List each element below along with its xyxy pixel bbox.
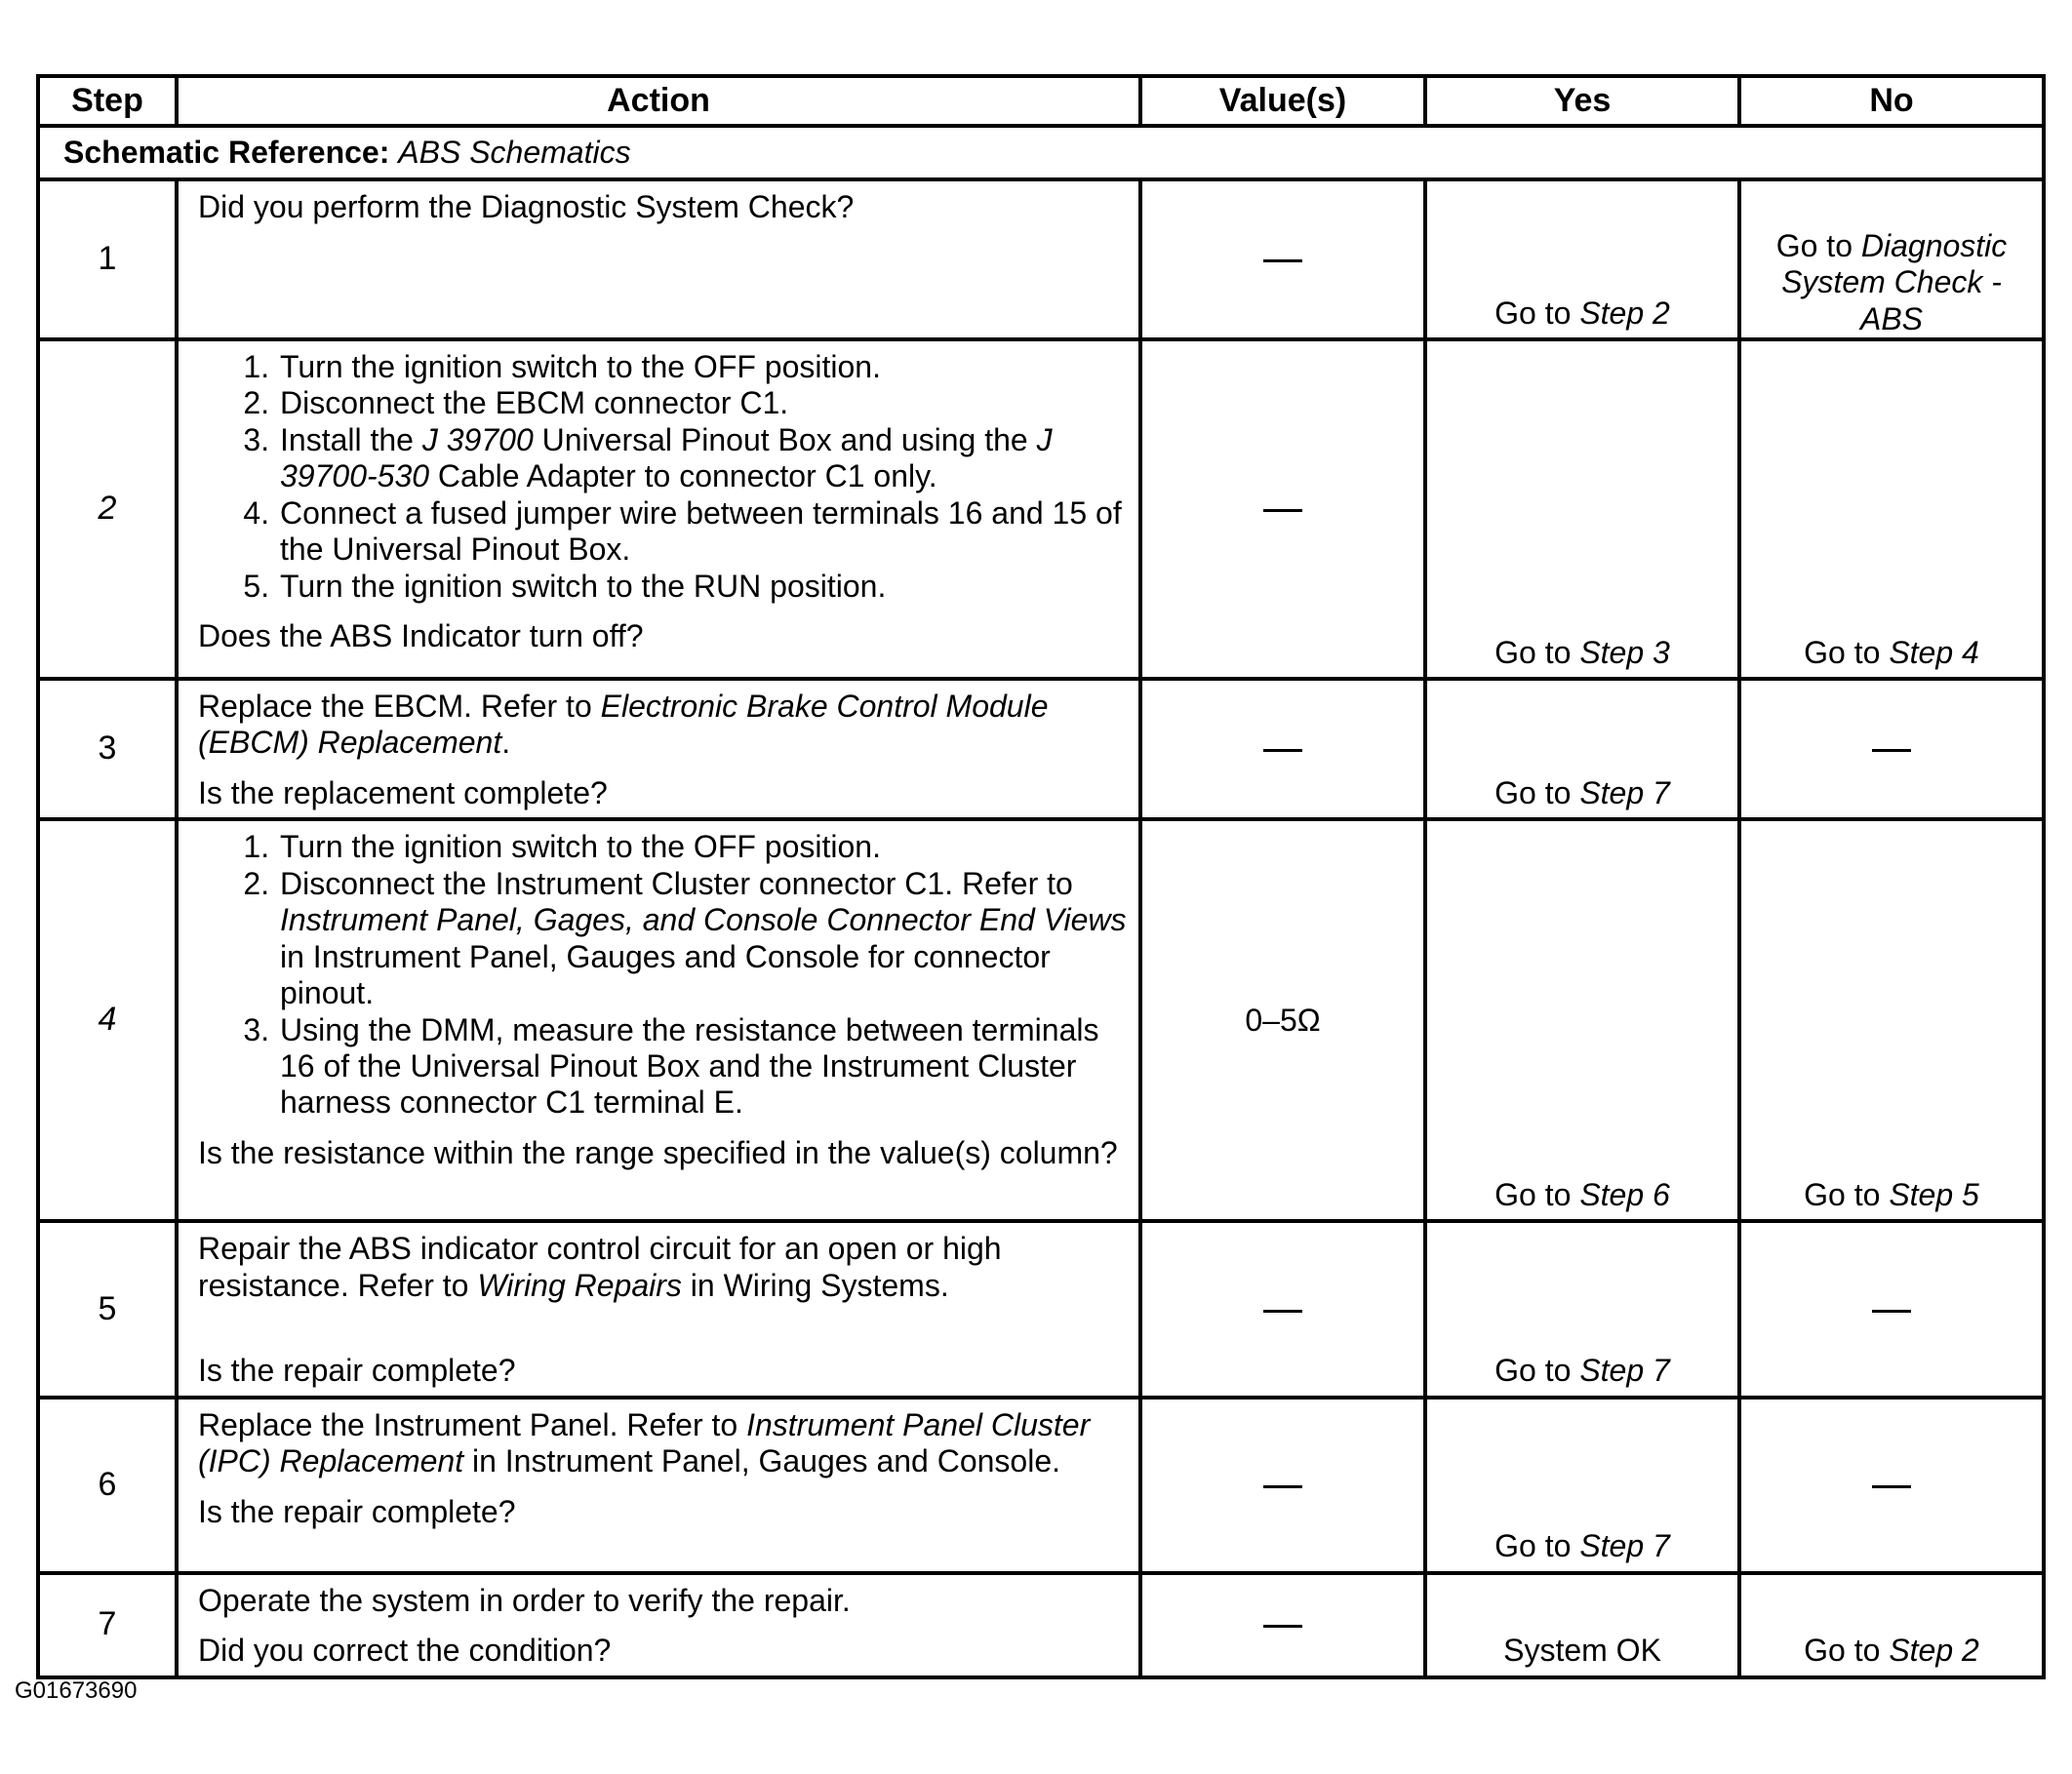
action-question: Is the resistance within the range specified in the value(s) column?	[198, 1134, 1118, 1170]
value-cell: 0–5Ω	[1140, 819, 1425, 1221]
yes-cell: System OK	[1425, 1573, 1739, 1677]
dash-mark	[1872, 749, 1911, 752]
yes-cell	[1425, 679, 1739, 819]
action-question: Is the repair complete?	[198, 1353, 516, 1389]
header-action: Action	[177, 76, 1140, 126]
goto-prefix: Go to	[1775, 227, 1861, 263]
list-item: 2. Disconnect the Instrument Cluster connector C1. Refer to Instrument Panel, Gages, and Console Connector End Views in Instrument Panel, Gauges and Console for connector pinout.	[278, 866, 1127, 1012]
value-cell	[1140, 339, 1425, 679]
dash-mark	[1872, 1310, 1911, 1313]
no-cell	[1739, 179, 2044, 339]
yes-cell	[1425, 1221, 1739, 1397]
dash-mark	[1263, 509, 1302, 512]
dash-mark	[1263, 259, 1302, 262]
goto-prefix: Go to	[1804, 634, 1890, 670]
step-number: 4	[38, 819, 177, 1221]
goto-link[interactable]: Step 2	[1579, 295, 1670, 331]
list-item: 5. Turn the ignition switch to the RUN position.	[278, 569, 1127, 605]
header-yes: Yes	[1425, 76, 1739, 126]
action-cell	[177, 1398, 1140, 1573]
list-item: 1. Turn the ignition switch to the OFF position.	[278, 349, 1127, 385]
goto-link[interactable]: Step 6	[1579, 1176, 1670, 1212]
procedure-link[interactable]: Instrument Panel Cluster (IPC) Replacement	[198, 1406, 1091, 1479]
schematic-reference	[38, 126, 2044, 179]
action-cell	[177, 1221, 1140, 1397]
action-cell	[177, 179, 1140, 339]
action-question: Did you correct the condition?	[198, 1633, 612, 1669]
tool-link[interactable]: J 39700	[421, 421, 534, 457]
value-cell	[1140, 679, 1425, 819]
reference-row	[38, 126, 2044, 179]
action-text: Repair the ABS indicator control circuit for an open or high resistance. Refer to Wiring Repairs in Wiring Systems.	[198, 1231, 1002, 1303]
no-cell	[1739, 679, 2044, 819]
list-item: 2. Disconnect the EBCM connector C1.	[278, 385, 1127, 421]
action-cell	[177, 1573, 1140, 1677]
header-no: No	[1739, 76, 2044, 126]
step-number: 5	[38, 1221, 177, 1397]
procedure-link[interactable]: Instrument Panel, Gages, and Console Connector End Views	[280, 902, 1127, 938]
dash-mark	[1263, 1310, 1302, 1313]
yes-cell	[1425, 819, 1739, 1221]
value-cell	[1140, 1398, 1425, 1573]
action-text: Operate the system in order to verify the repair.	[198, 1582, 851, 1618]
table-row	[38, 1398, 2044, 1573]
no-cell	[1739, 1221, 2044, 1397]
yes-cell	[1425, 179, 1739, 339]
step-number: 6	[38, 1398, 177, 1573]
action-steps	[198, 349, 1127, 605]
step-number: 1	[38, 179, 177, 339]
tool-link[interactable]: J 39700-530	[280, 421, 1053, 494]
action-text: Replace the Instrument Panel. Refer to Instrument Panel Cluster (IPC) Replacement in Instrument Panel, Gauges and Console.	[198, 1406, 1091, 1479]
table-row	[38, 179, 2044, 339]
diagnostic-table	[36, 74, 2046, 1679]
no-cell	[1739, 819, 2044, 1221]
no-cell	[1739, 339, 2044, 679]
list-item: 3. Install the J 39700 Universal Pinout Box and using the J 39700-530 Cable Adapter to connector C1 only.	[278, 422, 1127, 495]
goto-prefix: Go to	[1494, 774, 1580, 810]
goto-link[interactable]: Step 7	[1579, 774, 1670, 810]
figure-id: G01673690	[15, 1677, 138, 1704]
action-question: Does the ABS Indicator turn off?	[198, 618, 644, 654]
dash-mark	[1872, 1485, 1911, 1488]
goto-prefix: Go to	[1494, 1528, 1580, 1564]
table-row	[38, 1221, 2044, 1397]
table-row	[38, 819, 2044, 1221]
goto-prefix: Go to	[1494, 1176, 1580, 1212]
table-row	[38, 1573, 2044, 1677]
value-cell	[1140, 1221, 1425, 1397]
goto-prefix: Go to	[1494, 295, 1580, 331]
goto-link[interactable]: Diagnostic System Check - ABS	[1781, 227, 2008, 336]
action-text: Did you perform the Diagnostic System Check?	[198, 189, 855, 224]
dash-mark	[1263, 1625, 1302, 1628]
goto-link[interactable]: Step 5	[1889, 1176, 1979, 1212]
step-number: 7	[38, 1573, 177, 1677]
goto-prefix: Go to	[1804, 1633, 1890, 1669]
action-text: Replace the EBCM. Refer to Electronic Brake Control Module (EBCM) Replacement.	[198, 689, 1049, 761]
goto-link[interactable]: Step 7	[1579, 1353, 1670, 1389]
list-item: 1. Turn the ignition switch to the OFF position.	[278, 829, 1127, 865]
goto-link[interactable]: Step 3	[1579, 634, 1670, 670]
no-cell	[1739, 1398, 2044, 1573]
procedure-link[interactable]: Wiring Repairs	[477, 1267, 682, 1303]
action-question: Is the repair complete?	[198, 1493, 516, 1529]
list-item: 3. Using the DMM, measure the resistance between terminals 16 of the Universal Pinout Box and the Instrument Cluster harness connector C1 terminal E.	[278, 1012, 1127, 1122]
action-cell	[177, 679, 1140, 819]
header-row	[38, 76, 2044, 126]
no-cell	[1739, 1573, 2044, 1677]
goto-prefix: Go to	[1494, 1353, 1580, 1389]
reference-label: Schematic Reference:	[63, 134, 390, 170]
header-values: Value(s)	[1140, 76, 1425, 126]
value-cell	[1140, 179, 1425, 339]
yes-cell	[1425, 1398, 1739, 1573]
goto-link[interactable]: Step 4	[1889, 634, 1979, 670]
table-row	[38, 679, 2044, 819]
dash-mark	[1263, 749, 1302, 752]
goto-link[interactable]: Step 2	[1889, 1633, 1979, 1669]
list-item: 4. Connect a fused jumper wire between terminals 16 and 15 of the Universal Pinout Box.	[278, 495, 1127, 569]
action-cell	[177, 339, 1140, 679]
procedure-link[interactable]: Electronic Brake Control Module (EBCM) Replacement	[198, 689, 1049, 761]
step-number: 3	[38, 679, 177, 819]
value-cell	[1140, 1573, 1425, 1677]
table-row	[38, 339, 2044, 679]
action-steps	[198, 829, 1127, 1122]
action-question: Is the replacement complete?	[198, 774, 608, 810]
action-cell	[177, 819, 1140, 1221]
dash-mark	[1263, 1485, 1302, 1488]
goto-prefix: Go to	[1494, 634, 1580, 670]
yes-cell	[1425, 339, 1739, 679]
reference-link[interactable]: ABS Schematics	[398, 134, 631, 170]
step-number: 2	[38, 339, 177, 679]
header-step: Step	[38, 76, 177, 126]
goto-prefix: Go to	[1804, 1176, 1890, 1212]
goto-link[interactable]: Step 7	[1579, 1528, 1670, 1564]
